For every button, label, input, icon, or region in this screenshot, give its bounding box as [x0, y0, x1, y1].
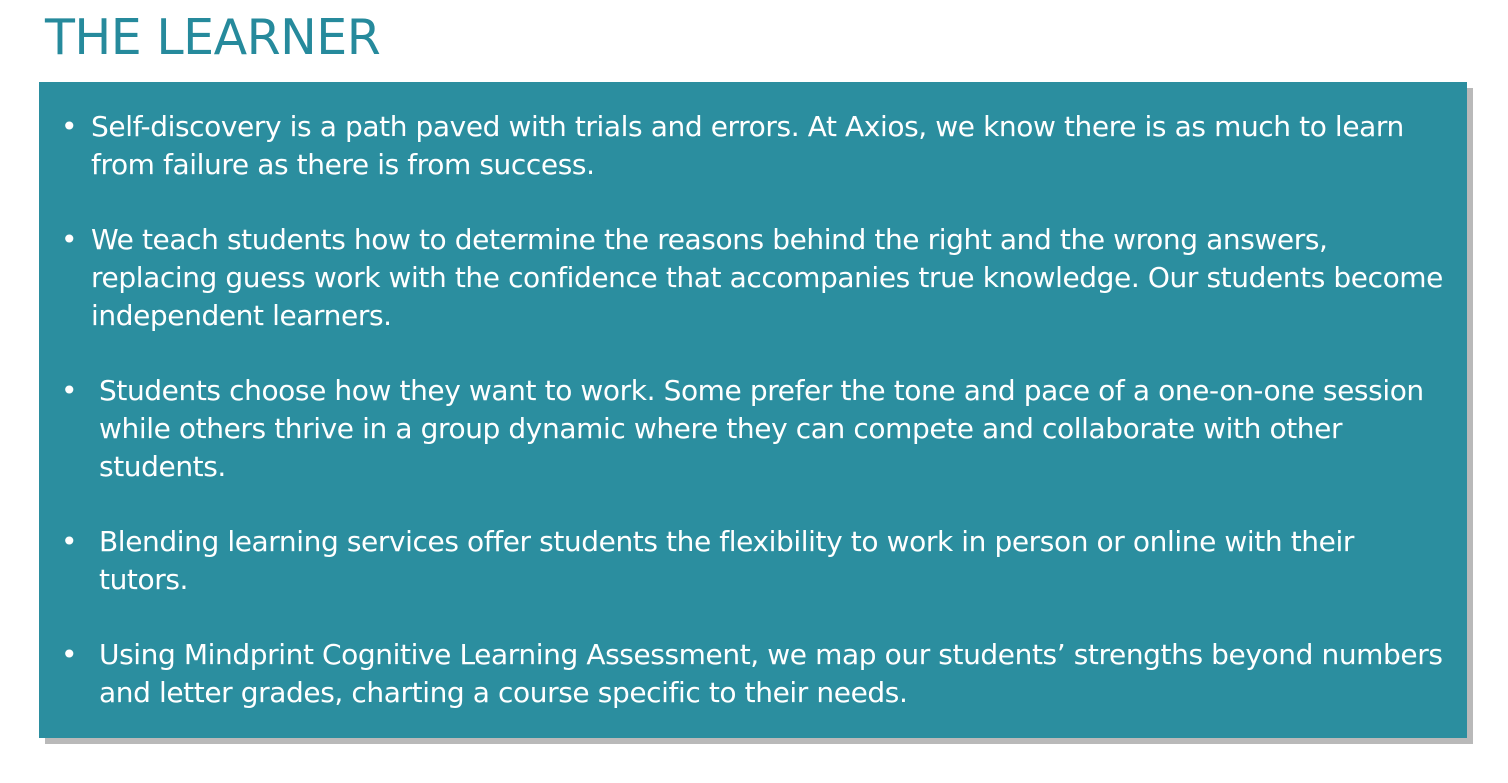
bullet-item-5 [61, 636, 1445, 712]
bullet-text: We teach students how to determine the reasons behind the right and the wrong answers, replacing guess work with the confidence that accompanies true knowledge. Our students become independent learners. [91, 223, 1444, 332]
bullet-icon: • [61, 374, 78, 407]
bullet-item-4 [61, 523, 1445, 599]
bullet-text: Students choose how they want to work. Some prefer the tone and pace of a one-on-one session while others thrive in a group dynamic where they can compete and collaborate with other students. [99, 374, 1424, 483]
bullet-list [61, 108, 1445, 749]
bullet-icon: • [61, 110, 78, 143]
bullet-item-3 [61, 372, 1445, 486]
content-box [39, 82, 1467, 738]
bullet-text: Using Mindprint Cognitive Learning Assessment, we map our students’ strengths beyond numbers and letter grades, charting a course specific to their needs. [99, 638, 1443, 709]
bullet-item-2 [61, 221, 1445, 335]
bullet-icon: • [61, 525, 78, 558]
bullet-icon: • [61, 638, 78, 671]
bullet-text: Blending learning services offer students the flexibility to work in person or online with their tutors. [99, 525, 1354, 596]
bullet-text: Self-discovery is a path paved with trials and errors. At Axios, we know there is as much to learn from failure as there is from success. [91, 110, 1404, 181]
bullet-item-1 [61, 108, 1445, 184]
slide-title: THE LEARNER [45, 9, 381, 66]
bullet-icon: • [61, 223, 78, 256]
